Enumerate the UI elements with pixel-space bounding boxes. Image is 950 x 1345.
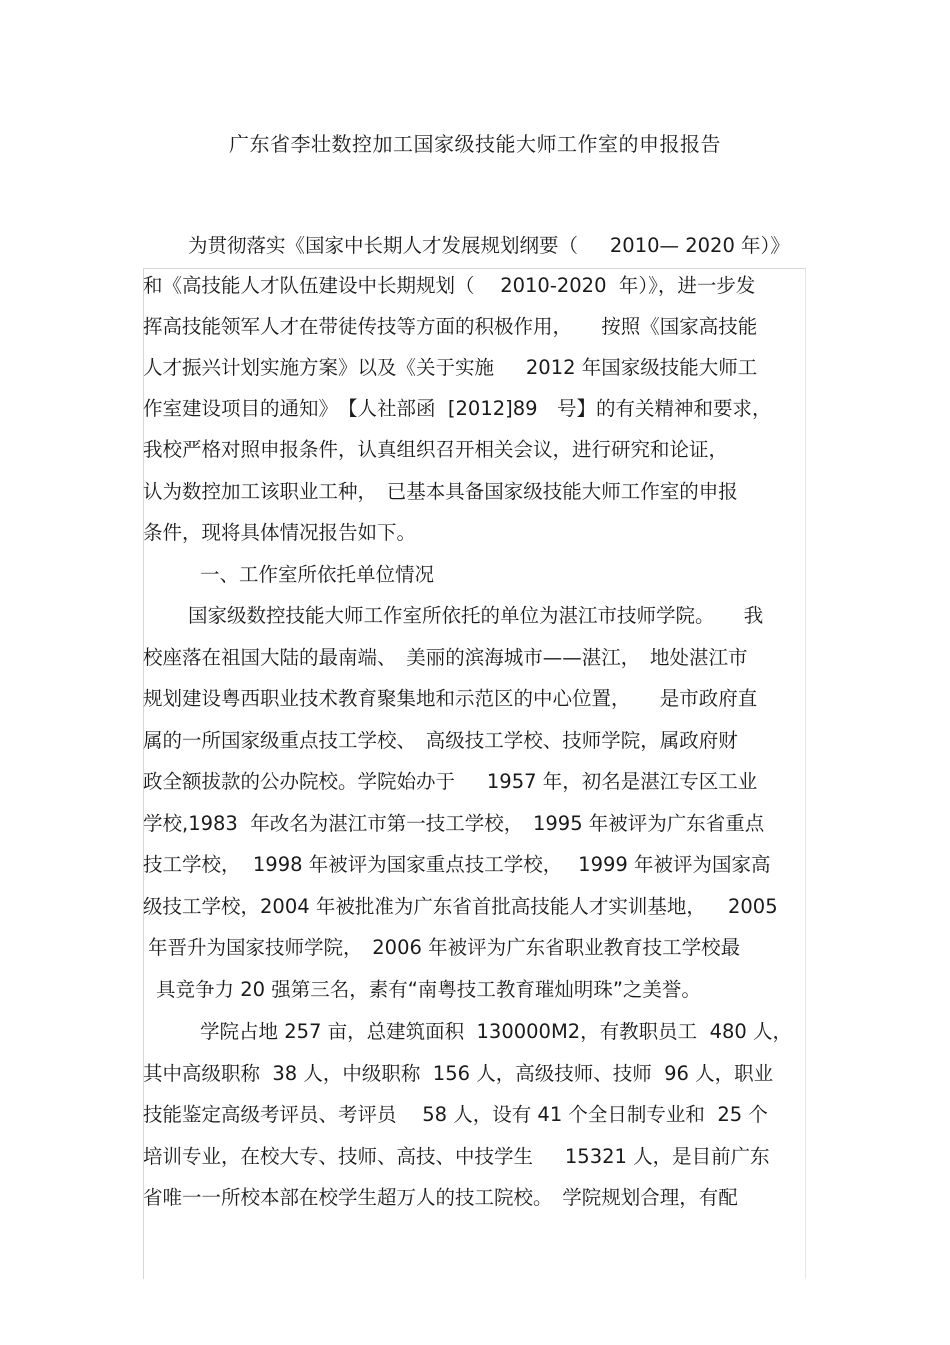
- text-line: 属的一所国家级重点技工学校、 高级技工学校、技师学院，属政府财: [143, 729, 738, 752]
- text-line: 规划建设粤西职业技术教育聚集地和示范区的中心位置， 是市政府直: [143, 687, 758, 710]
- text-line: 学院占地 257 亩，总建筑面积 130000M2，有教职员工 480 人，: [200, 1020, 792, 1043]
- text-line: 条件，现将具体情况报告如下。: [143, 521, 417, 544]
- text-line: 省唯一一所校本部在校学生超万人的技工院校。 学院规划合理，有配: [143, 1186, 738, 1209]
- text-line: 挥高技能领军人才在带徒传技等方面的积极作用， 按照《国家高技能: [143, 315, 758, 338]
- text-line: 和《高技能人才队伍建设中长期规划（ 2010-2020 年）》，进一步发: [143, 274, 756, 297]
- text-line: 级技工学校，2004 年被批准为广东省首批高技能人才实训基地， 2005: [143, 895, 778, 918]
- text-line: 作室建设项目的通知》 【人社部函 [2012]89 号】的有关精神和要求，: [143, 397, 772, 420]
- text-line: 为贯彻落实《国家中长期人才发展规划纲要（ 2010— 2020 年）》: [188, 234, 790, 257]
- text-line: 认为数控加工该职业工种， 已基本具备国家级技能大师工作室的申报: [143, 480, 738, 503]
- section-heading: 一、工作室所依托单位情况: [200, 563, 435, 586]
- document-title: 广东省李壮数控加工国家级技能大师工作室的申报报告: [229, 132, 721, 156]
- text-line: 技能鉴定高级考评员、考评员 58 人，设有 41 个全日制专业和 25 个: [143, 1103, 768, 1126]
- text-line: 我校严格对照申报条件，认真组织召开相关会议，进行研究和论证，: [143, 438, 729, 461]
- text-line: 政全额拔款的公办院校。学院始办于 1957 年，初名是湛江专区工业: [143, 770, 758, 793]
- text-line: 人才振兴计划实施方案》以及《关于实施 2012 年国家级技能大师工: [143, 356, 758, 379]
- text-line: 具竞争力 20 强第三名，素有“南粤技工教育璀灿明珠”之美誉。: [156, 978, 701, 1001]
- text-line: 培训专业，在校大专、技师、高技、中技学生 15321 人，是目前广东: [143, 1145, 770, 1168]
- text-line: 年晋升为国家技师学院， 2006 年被评为广东省职业教育技工学校最: [148, 936, 741, 959]
- text-line: 国家级数控技能大师工作室所依托的单位为湛江市技师学院。 我: [188, 604, 764, 627]
- text-line: 技工学校， 1998 年被评为国家重点技工学校， 1999 年被评为国家高: [143, 853, 771, 876]
- text-line: 其中高级职称 38 人，中级职称 156 人，高级技师、技师 96 人，职业: [143, 1062, 774, 1085]
- text-line: 学校,1983 年改名为湛江市第一技工学校， 1995 年被评为广东省重点: [143, 812, 765, 835]
- text-line: 校座落在祖国大陆的最南端、 美丽的滨海城市——湛江， 地处湛江市: [143, 646, 748, 669]
